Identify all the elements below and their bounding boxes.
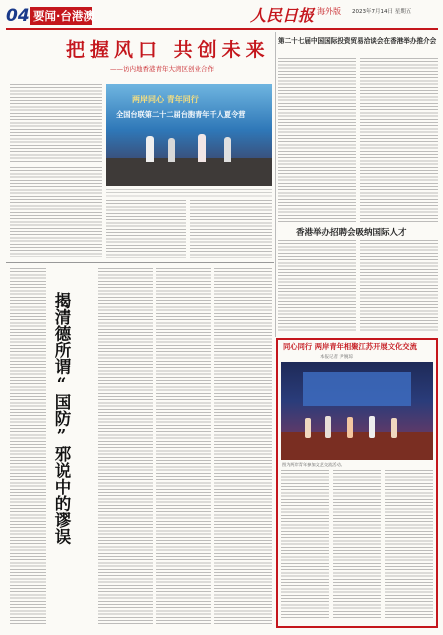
article-text-block xyxy=(278,240,356,332)
masthead xyxy=(0,0,443,30)
section-title: 要闻·台港澳 xyxy=(33,9,95,23)
article-headline-3: 香港举办招聘会吸纳国际人才 xyxy=(296,228,407,238)
article-text-block xyxy=(281,470,329,620)
article-text-block xyxy=(98,268,153,626)
performer-figure xyxy=(168,138,175,162)
paper-name-logo: 人民日报 xyxy=(250,6,315,25)
article-text-block xyxy=(360,240,438,332)
article-subtitle-1: ——访内地香港青年大湾区创业合作 xyxy=(110,65,214,73)
article-byline-5: 本报记者 尹婉琼 xyxy=(320,355,353,360)
performer-figure xyxy=(325,416,331,438)
performer-figure xyxy=(369,416,375,438)
performer-figure xyxy=(198,134,206,162)
article-text-block xyxy=(214,268,272,626)
stage-screen xyxy=(303,372,411,406)
performer-figure xyxy=(224,137,231,162)
photo-banner-top: 两岸同心 青年同行 xyxy=(132,94,199,104)
edition-label: 海外版 xyxy=(317,7,341,16)
performer-figure xyxy=(305,418,311,438)
performer-figure xyxy=(391,418,397,438)
article-text-block xyxy=(10,84,102,162)
performer-figure xyxy=(347,417,353,438)
stage-floor xyxy=(281,432,433,460)
article-text-block xyxy=(190,200,272,258)
article-headline-4: 揭清德所谓“国防”邪说中的谬误 xyxy=(52,292,71,545)
performer-figure xyxy=(146,136,154,162)
article-text-block xyxy=(360,58,438,223)
article-text-block xyxy=(156,268,211,626)
feature-photo xyxy=(106,84,272,186)
photo-caption-lines xyxy=(106,189,272,197)
masthead-rule xyxy=(6,28,438,30)
article-headline-2: 第二十七届中国国际投资贸易洽谈会在香港举办推介会 xyxy=(278,37,437,45)
event-photo xyxy=(281,362,433,460)
article-text-block xyxy=(278,58,356,223)
stage-floor xyxy=(106,158,272,186)
article-headline-1: 把握风口 共创未来 xyxy=(66,39,270,61)
photo-banner-title: 全国台联第二十二届台胞青年千人夏令营 xyxy=(116,110,246,119)
date-line: 2023年7月14日 星期五 xyxy=(352,9,412,15)
article-headline-5: 同心同行 两岸青年相聚江苏开展文化交流 xyxy=(283,342,417,351)
photo-caption-5: 图为两岸青年参加文艺交流活动。 xyxy=(282,462,345,467)
divider xyxy=(6,262,274,263)
article-text-block xyxy=(10,268,46,626)
article-text-block xyxy=(106,200,186,258)
article-text-block xyxy=(333,470,381,620)
article-text-block xyxy=(385,470,433,620)
divider xyxy=(275,32,276,337)
article-text-block xyxy=(10,167,102,257)
page-number: 04 xyxy=(6,6,30,26)
